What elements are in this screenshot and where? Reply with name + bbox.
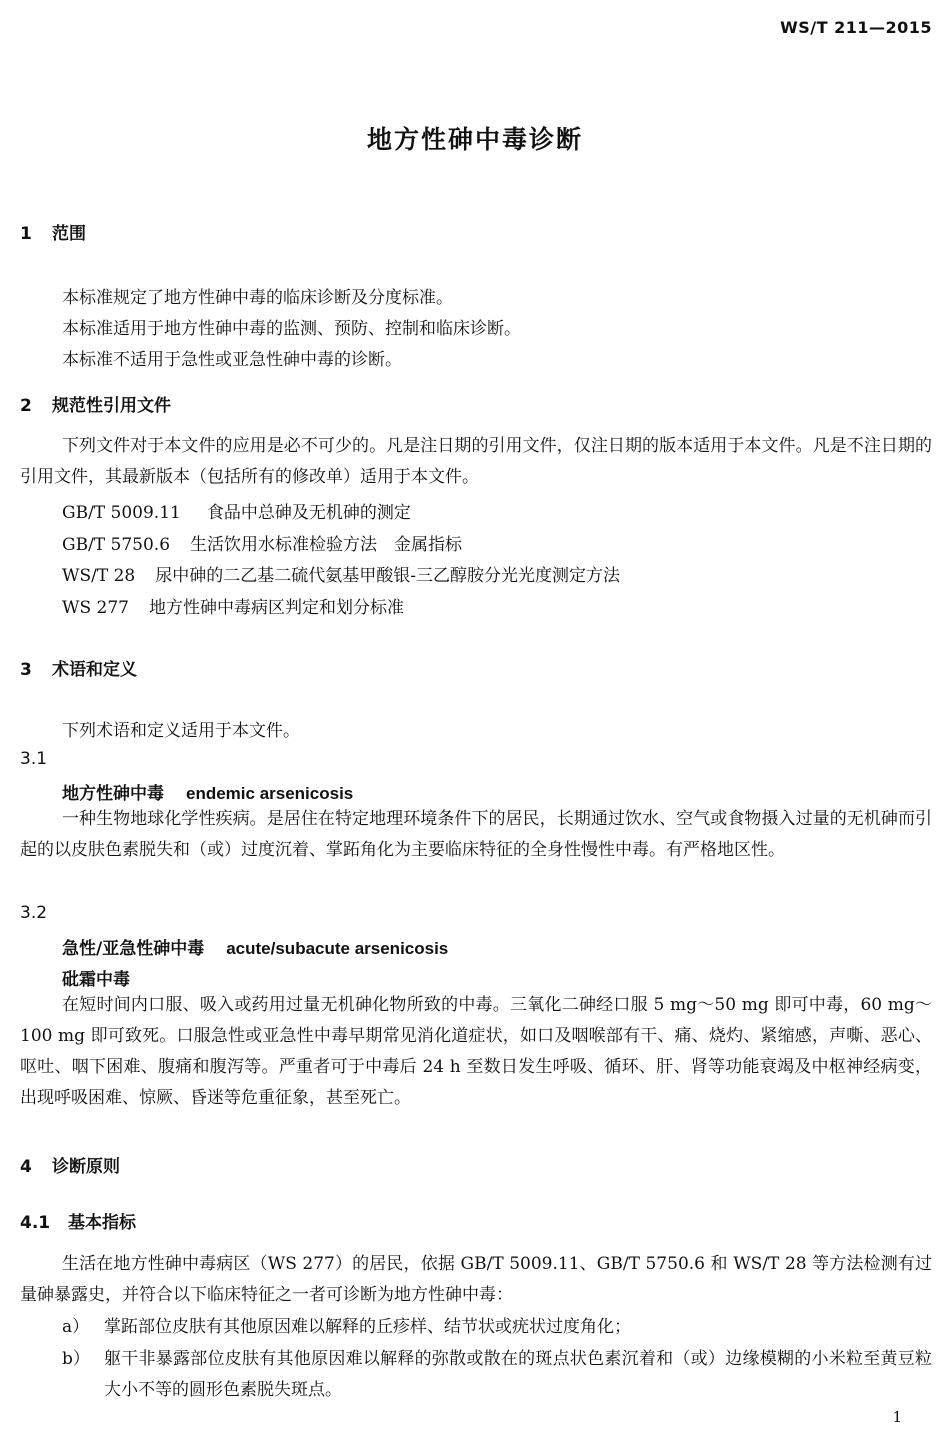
- section-number: 3: [20, 660, 32, 680]
- section-2-heading: [20, 391, 171, 416]
- reference-title: 食品中总砷及无机砷的测定: [206, 503, 411, 523]
- reference-code: WS 277: [62, 598, 129, 618]
- paragraph: 生活在地方性砷中毒病区（WS 277）的居民，依据 GB/T 5009.11、GB/T 5750.6 和 WS/T 28 等方法检测有过量砷暴露史，并符合以下临床特征之一者可诊断为地方性砷中毒：: [20, 1254, 932, 1305]
- section-number: 1: [20, 224, 32, 244]
- subsection-title: 基本指标: [68, 1213, 136, 1233]
- reference-code: WS/T 28: [62, 566, 136, 586]
- reference-item: [62, 530, 462, 555]
- section-3-heading: [20, 655, 137, 680]
- paragraph: 下列文件对于本文件的应用是必不可少的。凡是注日期的引用文件，仅注日期的版本适用于本文件。凡是不注日期的引用文件，其最新版本（包括所有的修改单）适用于本文件。: [20, 436, 932, 487]
- section-title: 范围: [52, 224, 86, 244]
- term-english: acute/subacute arsenicosis: [226, 939, 449, 958]
- list-text: 掌跖部位皮肤有其他原因难以解释的丘疹样、结节状或疣状过度角化；: [104, 1317, 631, 1337]
- section-number: 2: [20, 396, 32, 416]
- term-number: 3.1: [20, 749, 48, 769]
- reference-title: 生活饮用水标准检验方法 金属指标: [190, 535, 463, 555]
- list-marker: b）: [62, 1349, 90, 1369]
- reference-title: 尿中砷的二乙基二硫代氨基甲酸银-三乙醇胺分光光度测定方法: [155, 566, 620, 586]
- document-code: WS/T 211—2015: [780, 18, 932, 37]
- term-chinese: 地方性砷中毒: [62, 784, 164, 804]
- paragraph: 下列术语和定义适用于本文件。: [62, 721, 300, 741]
- page-title: 地方性砷中毒诊断: [366, 125, 583, 154]
- section-number: 4: [20, 1157, 32, 1177]
- term-alias: 砒霜中毒: [62, 970, 130, 990]
- list-item: [62, 1344, 932, 1406]
- term-definition: 一种生物地球化学性疾病。是居住在特定地理环境条件下的居民，长期通过饮水、空气或食物摄入过量的无机砷而引起的以皮肤色素脱失和（或）过度沉着、掌跖角化为主要临床特征的全身性慢性中毒。有严格地区性。: [20, 809, 932, 860]
- list-item: [62, 1312, 932, 1343]
- term-heading: [62, 934, 448, 959]
- term-number: 3.2: [20, 903, 48, 923]
- term-definition: 在短时间内口服、吸入或药用过量无机砷化物所致的中毒。三氧化二砷经口服 5 mg～50 mg 即可中毒，60 mg～100 mg 即可致死。口服急性或亚急性中毒早期常见消化道症状，如口及咽喉部有干、痛、烧灼、紧缩感，声嘶、恶心、呕吐、咽下困难、腹痛和腹泻等。严重者可于中毒后 24 h 至数日发生呼吸、循环、肝、肾等功能衰竭及中枢神经病变，出现呼吸困难、惊厥、昏迷等危重征象，甚至死亡。: [20, 995, 932, 1108]
- reference-item: [62, 561, 620, 586]
- reference-item: [62, 498, 411, 523]
- term-chinese: 急性/亚急性砷中毒: [62, 939, 205, 959]
- term-english: endemic arsenicosis: [186, 784, 354, 803]
- section-title: 诊断原则: [52, 1157, 120, 1177]
- section-4-heading: [20, 1152, 120, 1177]
- section-1-heading: [20, 219, 86, 244]
- page-number: 1: [892, 1408, 902, 1426]
- paragraph: 本标准不适用于急性或亚急性砷中毒的诊断。: [62, 350, 402, 370]
- subsection-4-1-heading: [20, 1208, 136, 1233]
- paragraph: 本标准适用于地方性砷中毒的监测、预防、控制和临床诊断。: [62, 319, 521, 339]
- reference-item: [62, 593, 404, 618]
- section-title: 术语和定义: [52, 660, 137, 680]
- list-marker: a）: [62, 1317, 90, 1337]
- reference-code: GB/T 5009.11: [62, 503, 181, 523]
- reference-title: 地方性砷中毒病区判定和划分标准: [148, 598, 404, 618]
- paragraph: 本标准规定了地方性砷中毒的临床诊断及分度标准。: [62, 288, 453, 308]
- reference-code: GB/T 5750.6: [62, 535, 171, 555]
- list-text: 躯干非暴露部位皮肤有其他原因难以解释的弥散或散在的斑点状色素沉着和（或）边缘模糊的小米粒至黄豆粒大小不等的圆形色素脱失斑点。: [104, 1349, 932, 1400]
- subsection-number: 4.1: [20, 1213, 51, 1233]
- section-title: 规范性引用文件: [52, 396, 171, 416]
- term-heading: [62, 779, 353, 804]
